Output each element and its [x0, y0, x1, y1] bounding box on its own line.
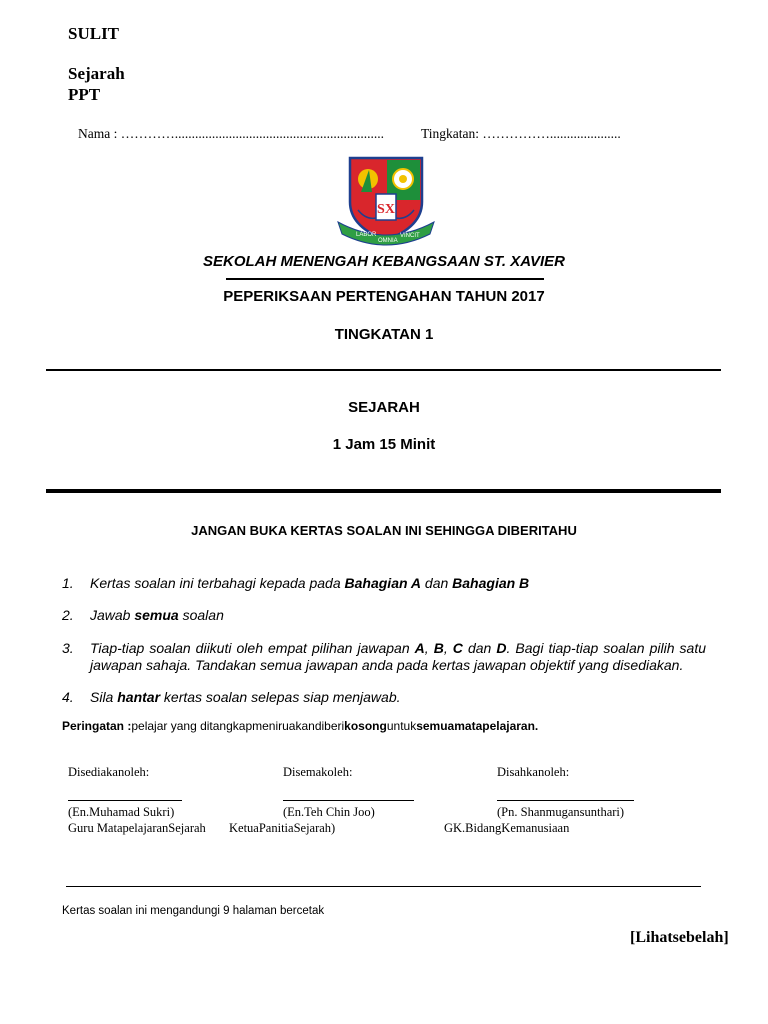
title-divider	[226, 278, 544, 280]
page-count-note: Kertas soalan ini mengandungi 9 halaman bercetak	[62, 905, 325, 917]
instruction-item: 1. Kertas soalan ini terbahagi kepada pada Bahagian A dan Bahagian B	[62, 575, 530, 591]
school-crest-logo	[336, 152, 436, 247]
crest-motto-1: LABOR	[356, 232, 377, 238]
section-divider-thick	[46, 489, 721, 493]
school-name: SEKOLAH MENENGAH KEBANGSAAN ST. XAVIER	[203, 253, 565, 270]
instruction-item: 2. Jawab semua soalan	[62, 607, 224, 623]
prepared-by-label: Disediakanoleh:	[68, 765, 150, 779]
paper-code: PPT	[68, 85, 101, 104]
instruction-item: 3. Tiap-tiap soalan diikuti oleh empat pilihan jawapan A, B, C dan D. Bagi tiap-tiap soalan pilih satu jawapan sahaja. Tandakan semua jawapan anda pada kertas jawapan objektif yang disediakan.	[62, 640, 707, 673]
signature-line	[283, 800, 414, 801]
exam-title: PEPERIKSAAN PERTENGAHAN TAHUN 2017	[223, 288, 545, 305]
section-divider	[46, 369, 721, 371]
warning-text: JANGAN BUKA KERTAS SOALAN INI SEHINGGA DIBERITAHU	[191, 523, 577, 538]
form-level: TINGKATAN 1	[334, 326, 434, 343]
turn-over-note: [Lihatsebelah]	[630, 929, 729, 946]
exam-duration: 1 Jam 15 Minit	[332, 436, 436, 453]
checker-name: (En.Teh Chin Joo)	[283, 805, 375, 819]
classification-label: SULIT	[68, 24, 120, 43]
signature-line	[68, 800, 182, 801]
signature-line	[497, 800, 634, 801]
instruction-item: 4. Sila hantar kertas soalan selepas siap menjawab.	[62, 689, 401, 705]
crest-letters: SX	[377, 202, 395, 217]
checked-by-label: Disemakoleh:	[283, 765, 353, 779]
name-field: Nama : …………..............................................................	[78, 126, 384, 141]
footer-divider	[66, 886, 701, 887]
preparer-position: Guru MatapelajaranSejarah	[68, 821, 206, 835]
preparer-name: (En.Muhamad Sukri)	[68, 805, 175, 819]
crest-motto-2: OMNIA	[378, 238, 398, 244]
subject-label: Sejarah	[68, 64, 125, 83]
checker-position: KetuaPanitiaSejarah)	[229, 821, 336, 835]
caution-note: Peringatan :pelajar yang ditangkapmeniruakandiberikosonguntuksemuamatapelajaran.	[62, 719, 539, 733]
subject-title: SEJARAH	[348, 399, 420, 416]
approved-by-label: Disahkanoleh:	[497, 765, 570, 779]
crest-motto-3: VINCIT	[400, 233, 420, 239]
approver-name: (Pn. Shanmugansunthari)	[497, 805, 625, 819]
form-field: Tingkatan: …………….....................	[421, 126, 621, 141]
approver-position: GK.BidangKemanusiaan	[444, 821, 570, 835]
